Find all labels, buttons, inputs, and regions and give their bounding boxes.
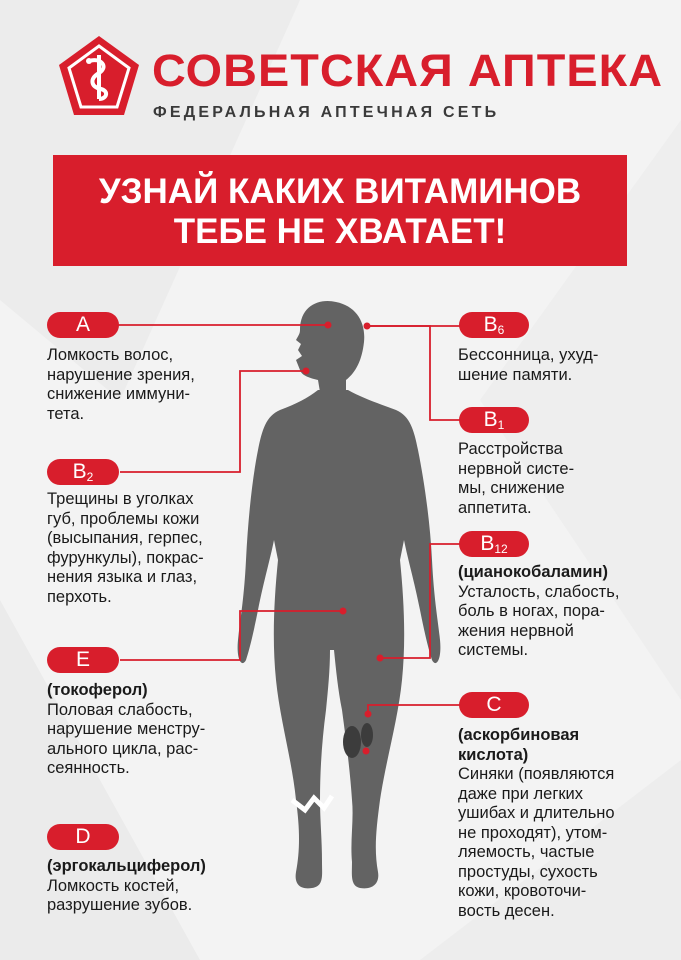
vitamin-e-name: (токоферол) bbox=[47, 681, 148, 699]
description-line: нарушение менстру- bbox=[47, 720, 206, 738]
description-line: Усталость, слабость, bbox=[458, 582, 620, 601]
description-line: вость десен. bbox=[458, 901, 555, 920]
description-line: Ломкость костей, bbox=[47, 876, 180, 895]
description-line: Бессонница, ухуд- bbox=[458, 346, 599, 364]
headline-line-2: ТЕБЕ НЕ ХВАТАЕТ! bbox=[173, 212, 507, 251]
description-line: шение памяти. bbox=[458, 365, 573, 384]
vitamin-b2-description bbox=[47, 490, 204, 607]
description-line: Половая слабость, bbox=[47, 700, 193, 719]
vitamin-e-description bbox=[47, 681, 205, 779]
description-line: простуды, сухость bbox=[458, 862, 598, 881]
description-line: губ, проблемы кожи bbox=[47, 509, 200, 528]
description-line: жения нервной bbox=[458, 621, 574, 640]
description-line: тета. bbox=[47, 404, 85, 423]
vitamin-b12-badge bbox=[459, 531, 529, 557]
vitamin-e-badge bbox=[47, 647, 119, 673]
description-line: сеянность. bbox=[47, 759, 130, 777]
vitamin-b2-label: B bbox=[72, 460, 87, 483]
vitamin-b12-description bbox=[458, 563, 619, 661]
description-line: Синяки (появляются bbox=[458, 765, 615, 783]
vitamin-b2-badge bbox=[47, 459, 119, 485]
description-line: снижение иммуни- bbox=[47, 385, 191, 403]
vitamin-b1-subscript: 1 bbox=[497, 418, 505, 432]
vitamin-b2-subscript: 2 bbox=[86, 470, 94, 484]
vitamin-d-label: D bbox=[75, 825, 91, 848]
description-line: ляемость, частые bbox=[458, 843, 595, 861]
vitamin-b6-label: B bbox=[483, 313, 498, 336]
vitamin-b12-label: B bbox=[480, 532, 495, 555]
description-line: не проходят), утом- bbox=[458, 823, 608, 842]
headline-line-1: УЗНАЙ КАКИХ ВИТАМИНОВ bbox=[98, 172, 582, 211]
description-line: даже при легких bbox=[458, 784, 584, 803]
description-line: нарушение зрения, bbox=[47, 365, 195, 384]
vitamin-c-name: (аскорбиновая bbox=[458, 726, 580, 744]
description-line: боль в ногах, пора- bbox=[458, 602, 605, 620]
description-line: ушибах и длительно bbox=[458, 804, 615, 822]
vitamin-c-label: C bbox=[486, 693, 502, 716]
description-line: фурункулы), покрас- bbox=[47, 548, 204, 567]
brand-name: СОВЕТСКАЯ АПТЕКА bbox=[152, 45, 664, 96]
vitamin-b1-label: B bbox=[483, 408, 498, 431]
description-line: нервной систе- bbox=[458, 459, 575, 478]
vitamin-c-description bbox=[458, 726, 615, 921]
description-line: разрушение зубов. bbox=[47, 896, 193, 914]
vitamin-b12-name: (цианокобаламин) bbox=[458, 563, 608, 581]
vitamin-a-description bbox=[47, 346, 195, 424]
vitamin-b1-badge bbox=[459, 407, 529, 433]
brand-tagline: ФЕДЕРАЛЬНАЯ АПТЕЧНАЯ СЕТЬ bbox=[153, 104, 500, 121]
vitamin-d-name: (эргокальциферол) bbox=[47, 857, 206, 875]
vitamin-b12-subscript: 12 bbox=[494, 542, 508, 556]
description-line: Трещины в уголках bbox=[47, 490, 194, 508]
description-line: Ломкость волос, bbox=[47, 346, 174, 364]
vitamin-b6-subscript: 6 bbox=[497, 323, 505, 337]
vitamin-d-badge bbox=[47, 824, 119, 850]
vitamin-a-badge bbox=[47, 312, 119, 338]
description-line: кожи, кровоточи- bbox=[458, 882, 587, 900]
vitamin-b6-badge bbox=[459, 312, 529, 338]
human-silhouette bbox=[238, 301, 441, 888]
description-line: Расстройства bbox=[458, 440, 563, 458]
description-line: нения языка и глаз, bbox=[47, 568, 198, 586]
vitamin-c-name: кислота) bbox=[458, 745, 529, 764]
description-line: ального цикла, рас- bbox=[47, 739, 199, 758]
vitamin-b1-description bbox=[458, 440, 574, 518]
vitamin-a-label: A bbox=[75, 313, 90, 336]
vitamin-c-badge bbox=[459, 692, 529, 718]
vitamin-d-description bbox=[47, 857, 206, 916]
description-line: аппетита. bbox=[458, 498, 532, 517]
vitamin-e-label: E bbox=[75, 648, 90, 671]
description-line: (высыпания, герпес, bbox=[47, 529, 203, 547]
description-line: системы. bbox=[458, 641, 529, 659]
description-line: мы, снижение bbox=[458, 479, 565, 497]
vitamin-b6-description bbox=[458, 346, 598, 385]
description-line: перхоть. bbox=[47, 587, 112, 606]
